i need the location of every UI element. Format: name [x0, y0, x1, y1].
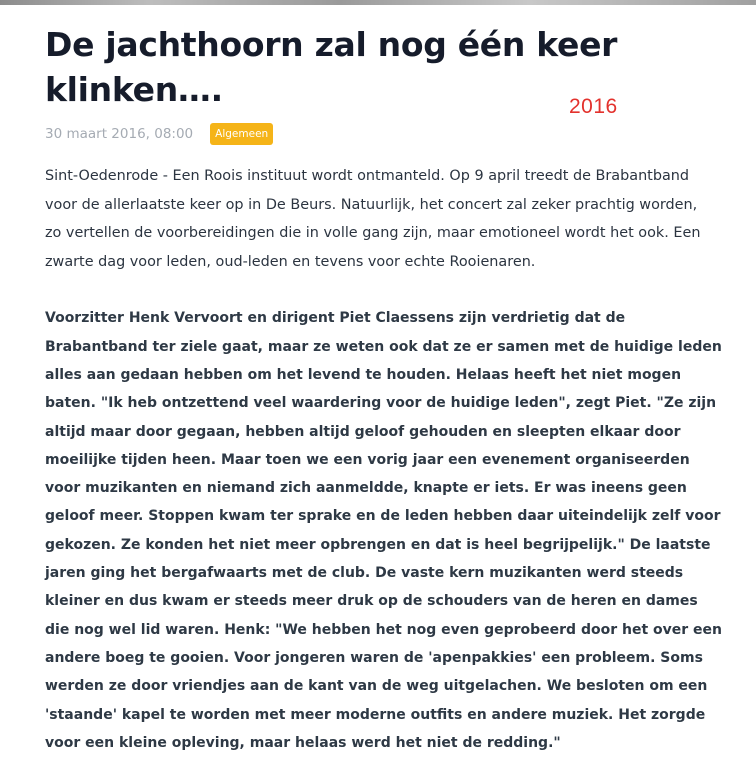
article-title: De jachthoorn zal nog één keer klinken…. [45, 25, 618, 109]
article-meta [45, 122, 725, 146]
top-image-strip [0, 0, 756, 5]
article-body: Voorzitter Henk Vervoort en dirigent Piet Claessens zijn verdrietig dat de Brabantband ter ziele gaat, maar ze weten ook dat ze er samen met de huidige leden alles aan gedaan hebben om het levend te houden. Helaas heeft het niet mogen baten. "Ik heb ontzettend veel waardering voor de huidige leden", zegt Piet. "Ze zijn altijd maar door gegaan, hebben altijd geloof gehouden en sleepten elkaar door moeilijke tijden heen. Maar toen we een vorig jaar een evenement organiseerden voor muzikanten en niemand zich aanmeldde, knapte er iets. Er was ineens geen geloof meer. Stoppen kwam ter sprake en de leden hebben daar uiteindelijk zelf voor gekozen. Ze konden het niet meer opbrengen en dat is heel begrijpelijk." De laatste jaren ging het bergafwaarts met de club. De vaste kern muzikanten werd steeds kleiner en dus kwam er steeds meer druk op de schouders van de heren en dames die nog wel lid waren. Henk: "We hebben het nog even geprobeerd door het over een andere boeg te gooien. Voor jongeren waren de 'apenpakkies' een probleem. Soms werden ze door vriendjes aan de kant van de weg uitgelachen. We besloten om een 'staande' kapel te worden met meer moderne outfits en andere muziek. Het zorgde voor een kleine opleving, maar helaas werd het niet de redding." [45, 310, 722, 751]
category-badge[interactable]: Algemeen [210, 123, 273, 145]
article [45, 22, 725, 757]
year-stamp: 2016 [569, 95, 618, 118]
article-intro: Sint-Oedenrode - Een Roois instituut wordt ontmanteld. Op 9 april treedt de Brabantband voor de allerlaatste keer op in De Beurs. Natuurlijk, het concert zal zeker prachtig worden, zo vertellen de voorbereidingen die in volle gang zijn, maar emotioneel wordt het ook. Een zwarte dag voor leden, oud-leden en tevens voor echte Rooienaren. [45, 168, 701, 270]
article-date: 30 maart 2016, 08:00 [45, 126, 194, 142]
